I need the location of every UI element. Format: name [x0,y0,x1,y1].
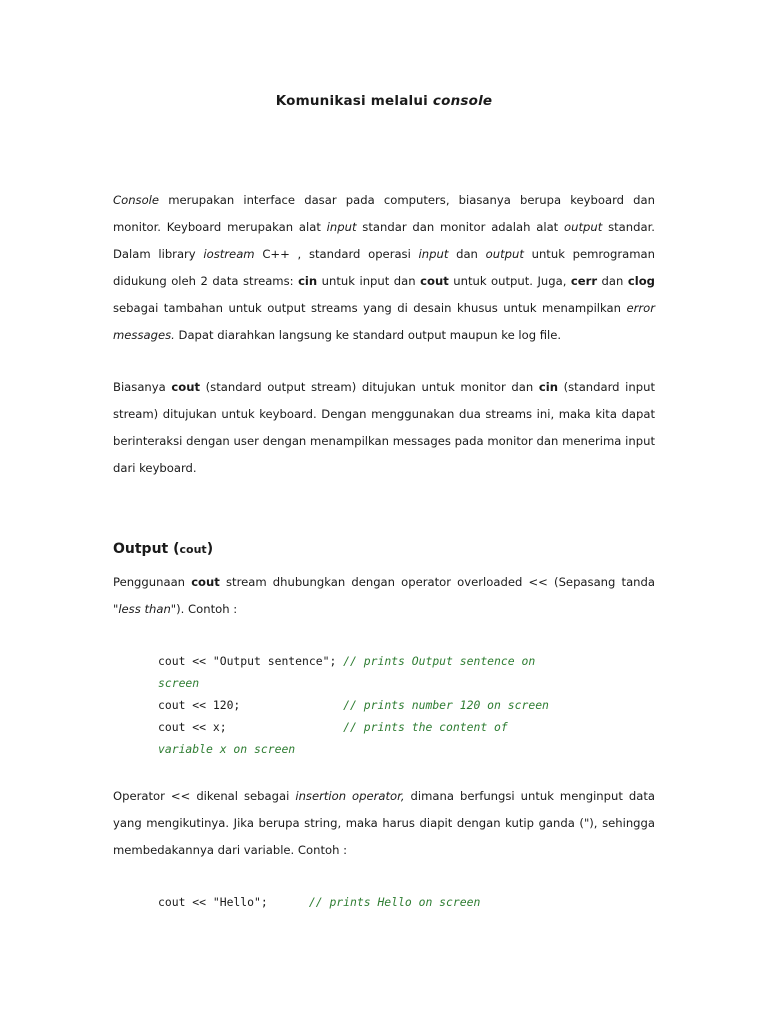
paragraph-streams: Biasanya cout (standard output stream) ditujukan untuk monitor dan cin (standard input stream) ditujukan untuk keyboard. Dengan menggunakan dua streams ini, maka kita dapat berinteraksi dengan user dengan menampilkan messages pada monitor dan menerima input dari keyboard. [113,380,655,475]
paragraph-insertion-operator: Operator << dikenal sebagai insertion operator, dimana berfungsi untuk menginput data yang mengikutinya. Jika berupa string, maka harus diapit dengan kutip ganda ("), sehingga membedakannya dari variable. Contoh : [113,789,656,857]
code-line: variable x on screen [158,742,296,756]
code-block-hello: cout << "Hello"; // prints Hello on screen [158,895,481,909]
code-line: cout << 120; // prints number 120 on screen [158,698,549,712]
code-line: screen [158,676,200,690]
section-heading-output: Output (cout) [113,541,214,557]
paragraph-cout-usage: Penggunaan cout stream dhubungkan dengan operator overloaded << (Sepasang tanda "less than"). Contoh : [113,575,655,616]
code-line: cout << "Output sentence"; // prints Output sentence on [158,654,536,668]
code-block-cout-examples [158,650,549,760]
title-emphasis: console [432,93,493,109]
code-line: cout << x; // prints the content of [158,720,508,734]
page-title [0,93,768,109]
paragraph-intro: Console merupakan interface dasar pada computers, biasanya berupa keyboard dan monitor. Keyboard merupakan alat input standar dan monitor adalah alat output standar. Dalam library iostream C++ , standard operasi input dan output untuk pemrograman didukung oleh 2 data streams: cin untuk input dan cout untuk output. Juga, cerr dan clog sebagai tambahan untuk output streams yang di desain khusus untuk menampilkan error messages. Dapat diarahkan langsung ke standard output maupun ke log file. [113,193,656,342]
title-text: Komunikasi melalui [275,93,428,109]
